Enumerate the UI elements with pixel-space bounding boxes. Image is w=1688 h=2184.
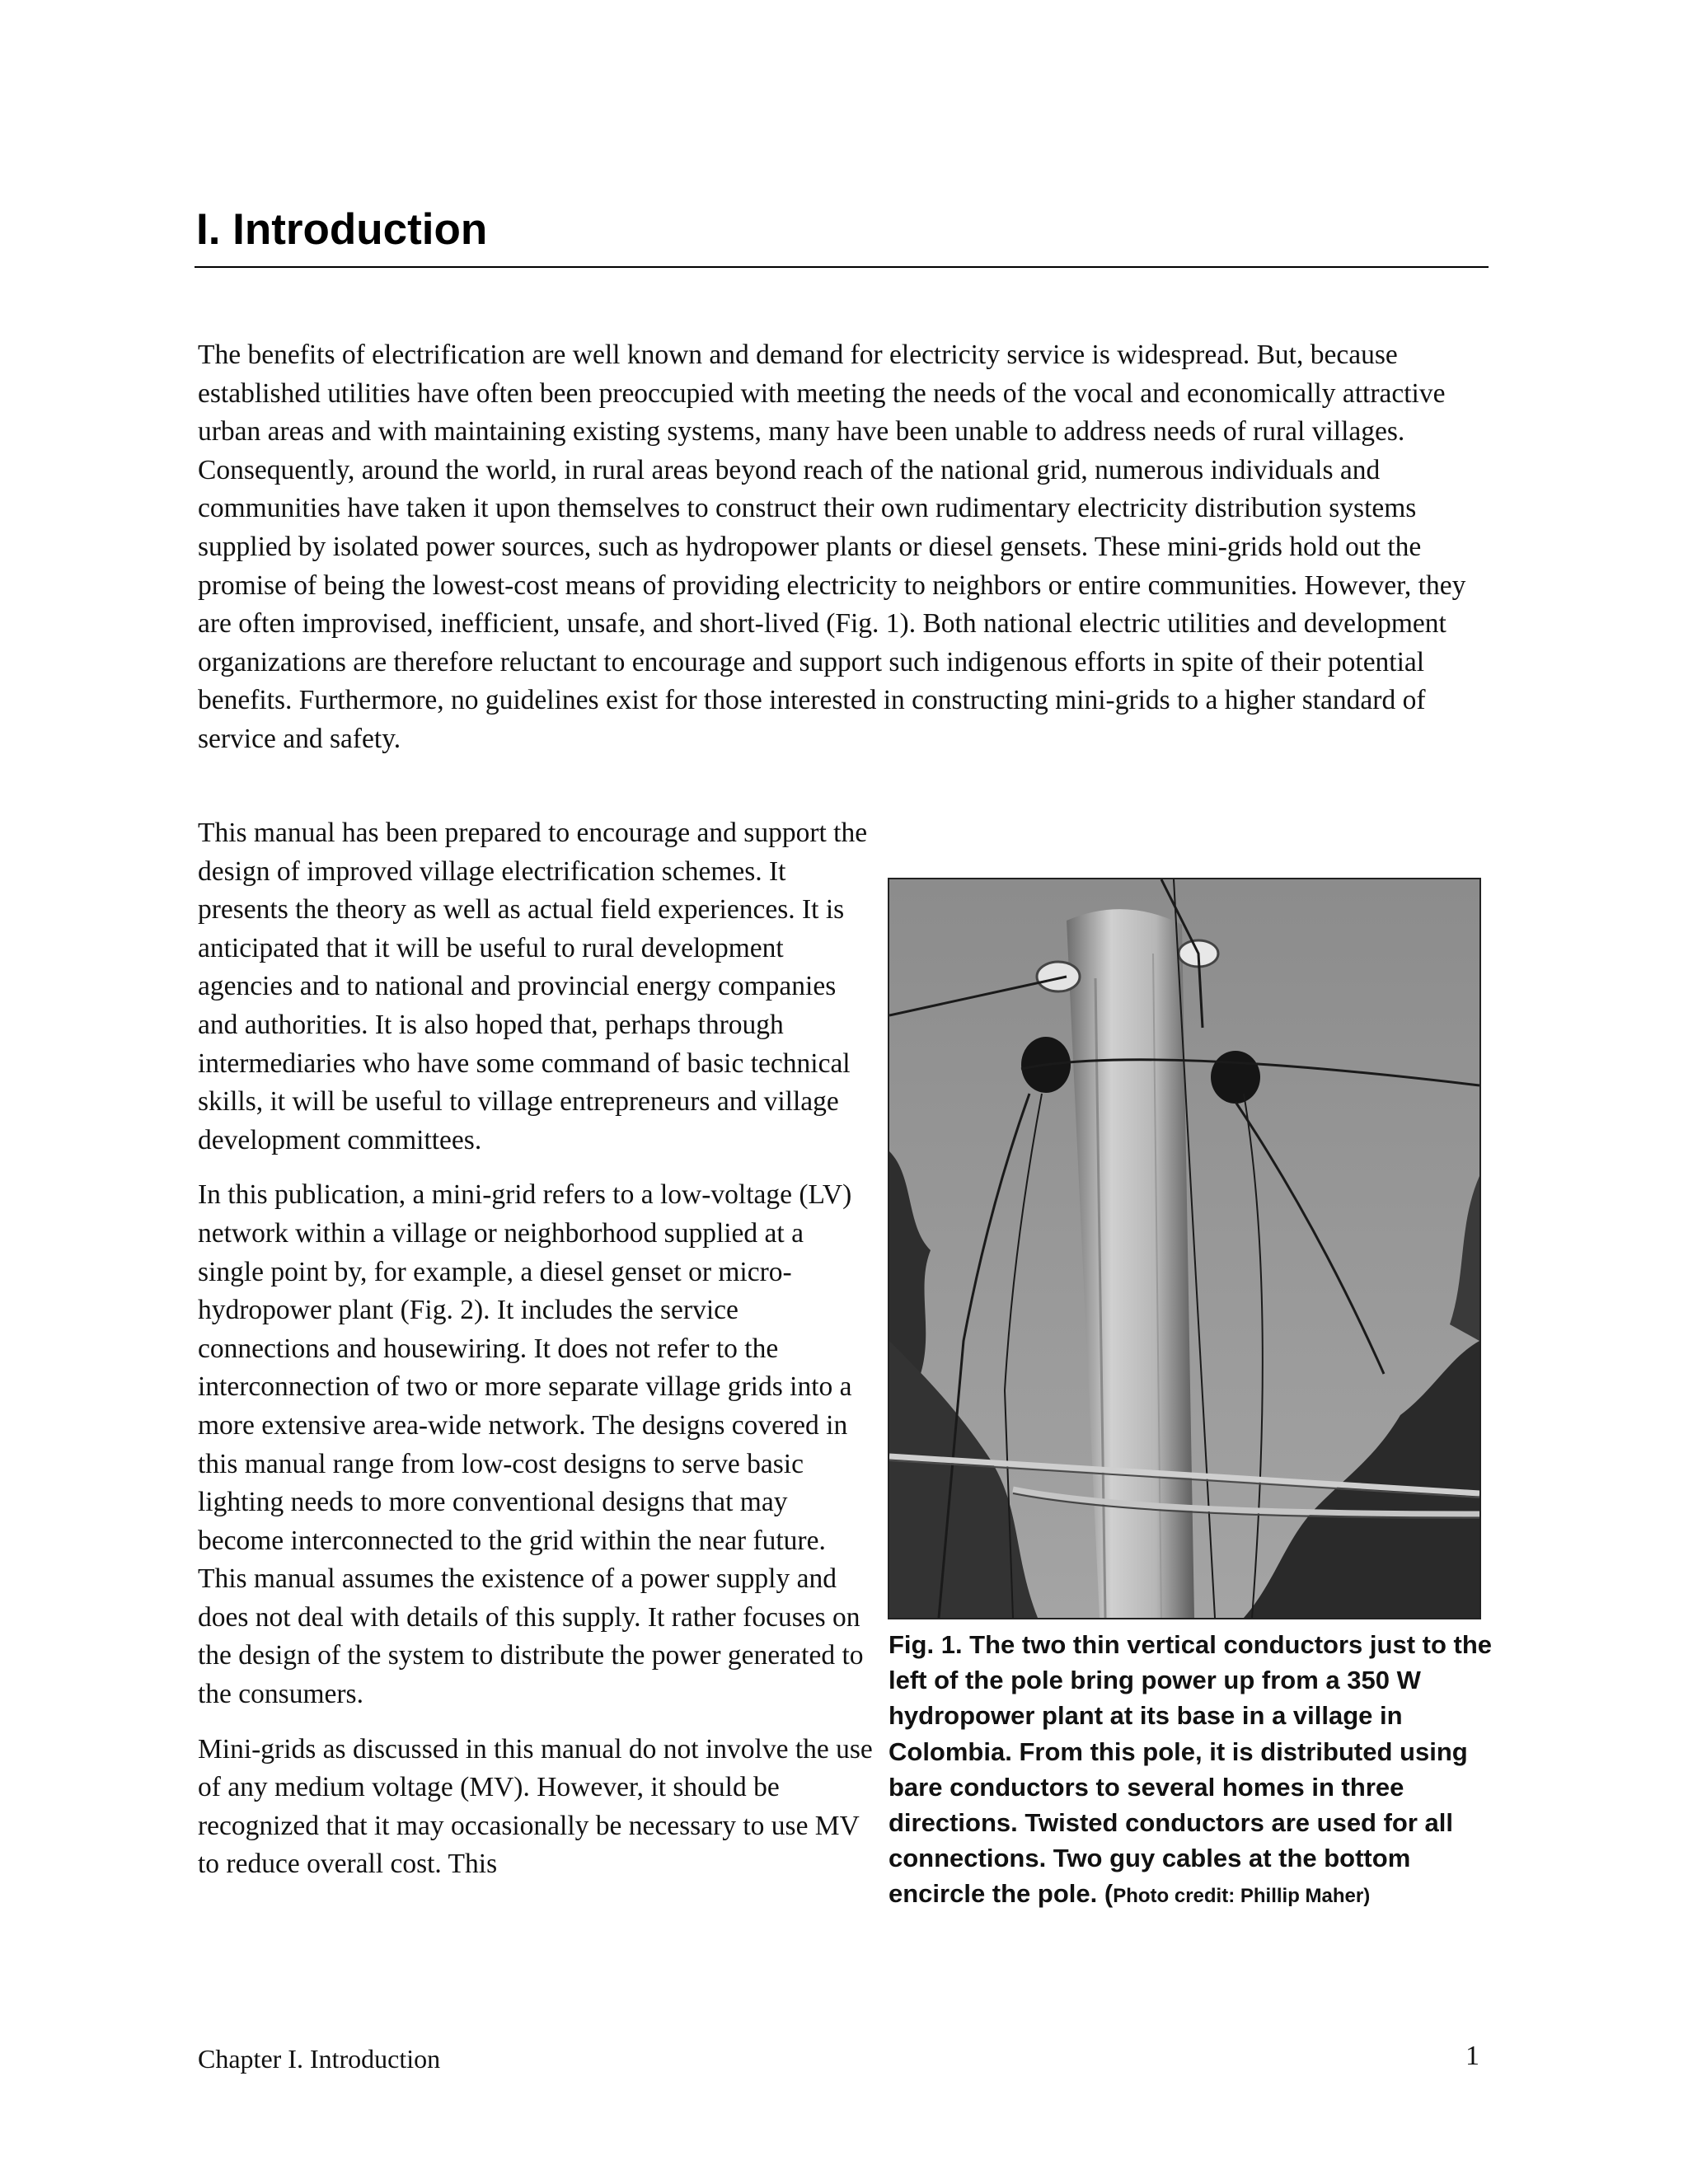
section-heading: I. Introduction — [196, 205, 488, 254]
left-column — [198, 814, 874, 1900]
figure-caption — [889, 1627, 1498, 1915]
heading-rule — [195, 266, 1489, 268]
footer-chapter: Chapter I. Introduction — [198, 2044, 441, 2074]
page-number: 1 — [1465, 2041, 1479, 2071]
medium-voltage-paragraph: Mini-grids as discussed in this manual do not involve the use of any medium voltage (MV). However, it should be recognized that it may occasionally be necessary to use MV to reduce overall cost. This — [198, 1733, 873, 1880]
intro-paragraph: The benefits of electrification are well known and demand for electricity service is widespread. But, because established utilities have often been preoccupied with meeting the needs of the vocal and economically attractive urban areas and with maintaining existing systems, many have been unable to address needs of rural villages. Consequently, around the world, in rural areas beyond reach of the national grid, numerous individuals and communities have taken it upon themselves to construct their own rudimentary electricity distribution systems supplied by isolated power sources, such as hydropower plants or diesel gensets. These mini-grids hold out the promise of being the lowest-cost means of providing electricity to neighbors or entire communities. However, they are often improvised, inefficient, unsafe, and short-lived (Fig. 1). Both national electric utilities and development organizations are therefore reluctant to encourage and support such indigenous efforts in spite of their potential benefits. Furthermore, no guidelines exist for those interested in constructing mini-grids to a higher standard of service and safety. — [198, 340, 1466, 754]
caption-text: Fig. 1. The two thin vertical conductors just to the left of the pole bring power up from a 350 W hydropower plant at its base in a village in Colombia. From this pole, it is distributed using bare conductors to several homes in three directions. Twisted conductors are used for all connections. Two guy cables at the bottom encircle the pole. ( — [889, 1630, 1492, 1909]
photo-credit: Photo credit: Phillip Maher) — [1113, 1885, 1371, 1908]
mini-grid-definition-paragraph: In this publication, a mini-grid refers to a low-voltage (LV) network within a village or neighborhood supplied at a single point by, for example, a diesel genset or micro-hydropower plant (Fig. 2). It includes the service connections and housewiring. It does not refer to the interconnection of two or more separate village grids into a more extensive area-wide network. The designs covered in this manual range from low-cost designs to serve basic lighting needs to more conventional designs that may become interconnected to the grid within the near future. This manual assumes the existence of a power supply and does not deal with details of this supply. It rather focuses on the design of the system to distribute the power generated to the consumers. — [198, 1179, 864, 1710]
manual-purpose-paragraph: This manual has been prepared to encourage and support the design of improved village electrification schemes. It presents the theory as well as actual field experiences. It is anticipated that it will be useful to rural development agencies and to national and provincial energy companies and authorities. It is also hoped that, perhaps through intermediaries who have some command of basic technical skills, it will be useful to village entrepreneurs and village development committees. — [198, 818, 868, 1155]
utility-pole-photo — [888, 878, 1481, 1619]
